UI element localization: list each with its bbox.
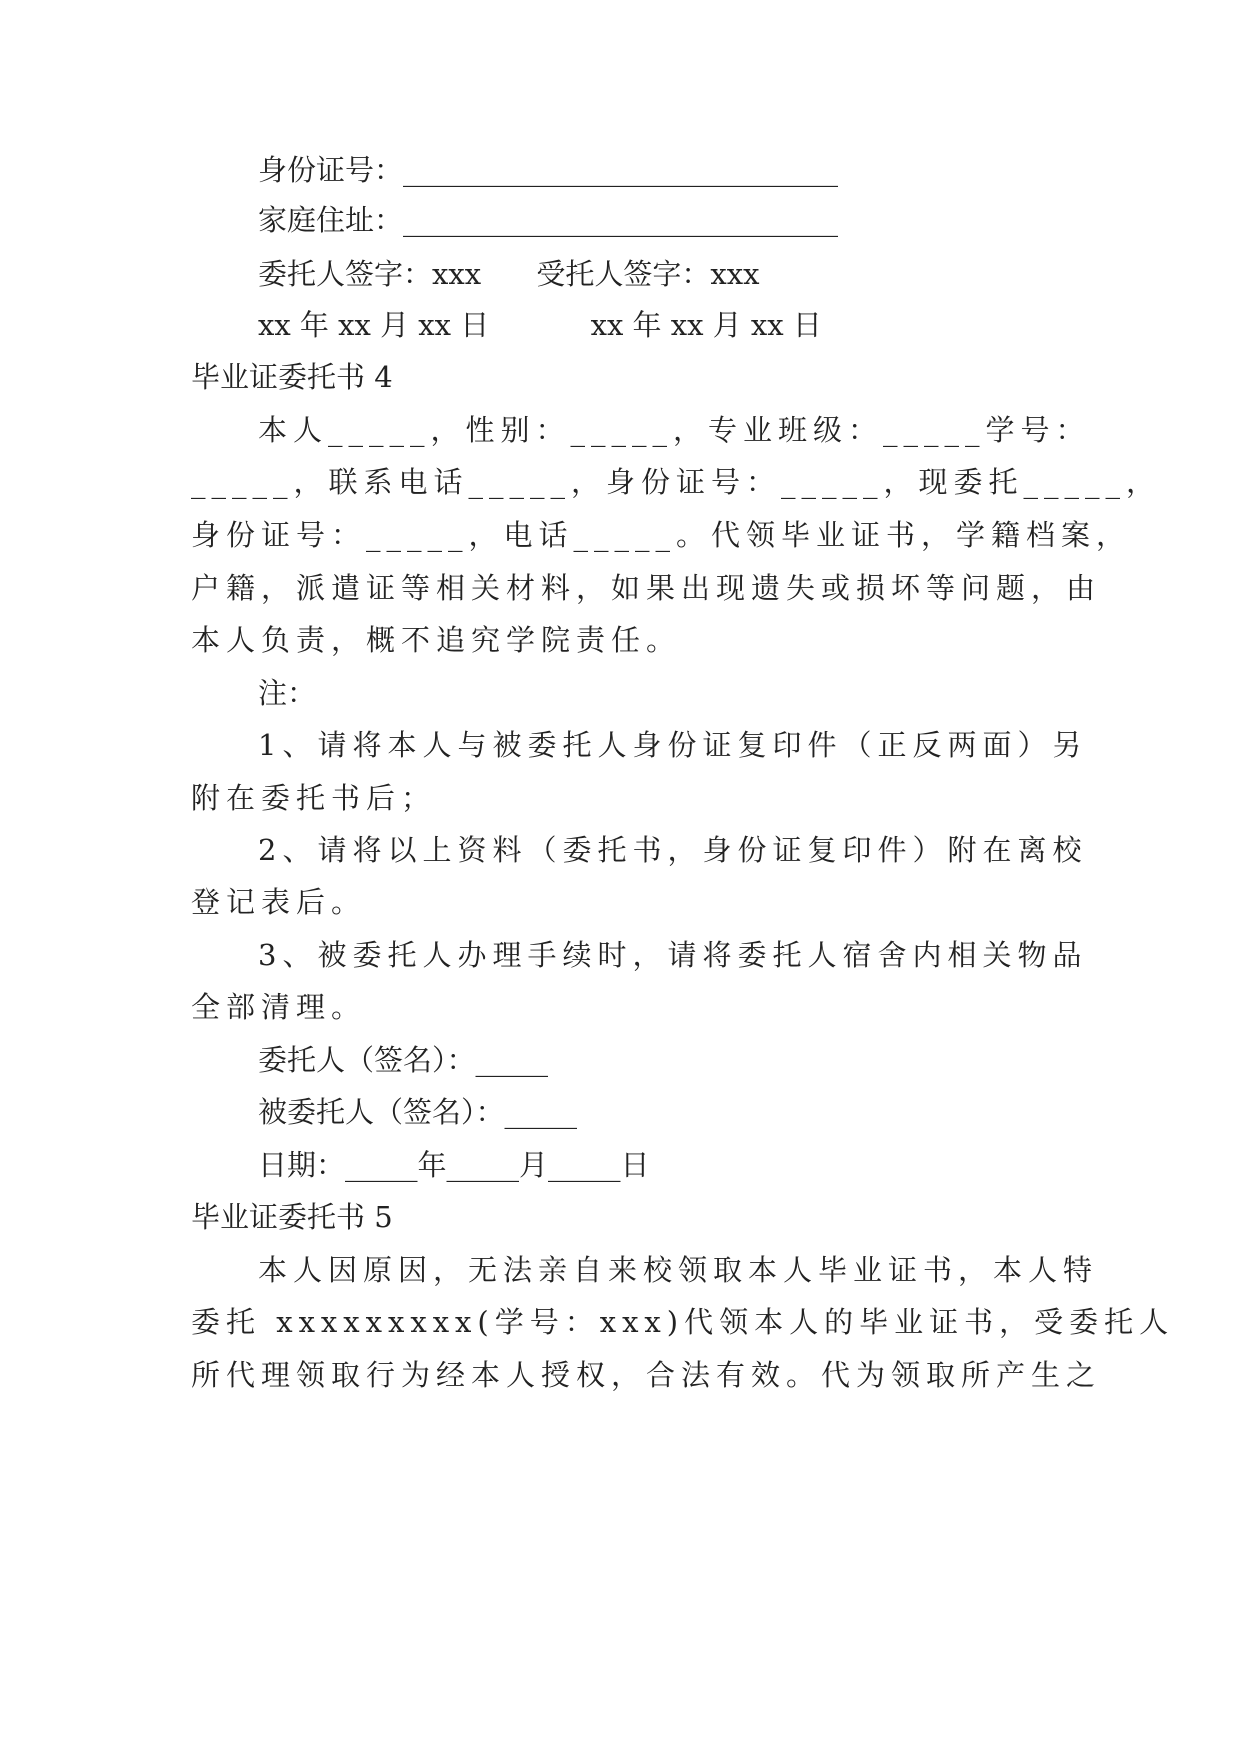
note-label: 注：	[258, 676, 317, 710]
note-item-line: 1、请将本人与被委托人身份证复印件（正反两面）另	[258, 728, 1088, 762]
date-line: 日期：_____年_____月_____日	[258, 1148, 650, 1182]
dates-line: xx 年 xx 月 xx 日 xx 年 xx 月 xx 日	[258, 308, 822, 342]
id-number-line: 身份证号：______________________________	[258, 153, 839, 187]
section4-para-line: _____，联系电话_____，身份证号：_____，现委托_____，	[191, 465, 1162, 499]
note-item-line: 2、请将以上资料（委托书，身份证复印件）附在离校	[258, 833, 1088, 867]
note-item-line: 登记表后。	[191, 885, 367, 919]
section5-para-line: 委托 xxxxxxxxx(学号：xxx)代领本人的毕业证书，受委托人	[191, 1305, 1175, 1339]
note-item-line: 附在委托书后；	[191, 781, 437, 815]
note-item-line: 全部清理。	[191, 990, 367, 1024]
agent-signature-line: 被委托人（签名）：_____	[258, 1095, 578, 1129]
note-item-line: 3、被委托人办理手续时，请将委托人宿舍内相关物品	[258, 938, 1088, 972]
section4-para-line: 本人_____，性别：_____，专业班级：_____学号：	[258, 413, 1091, 447]
section4-heading: 毕业证委托书 4	[191, 360, 393, 394]
home-address-line: 家庭住址：______________________________	[258, 203, 839, 237]
section5-heading: 毕业证委托书 5	[191, 1200, 393, 1234]
signatures-line: 委托人签字：xxx 受托人签字：xxx	[258, 257, 760, 291]
section4-para-line: 户籍，派遣证等相关材料，如果出现遗失或损坏等问题，由	[191, 571, 1102, 605]
section4-para-line: 本人负责，概不追究学院责任。	[191, 623, 682, 657]
section5-para-line: 本人因原因，无法亲自来校领取本人毕业证书，本人特	[258, 1253, 1099, 1287]
section5-para-line: 所代理领取行为经本人授权，合法有效。代为领取所产生之	[191, 1358, 1102, 1392]
principal-signature-line: 委托人（签名）：_____	[258, 1043, 549, 1077]
section4-para-line: 身份证号：_____，电话_____。代领毕业证书，学籍档案，	[191, 518, 1132, 552]
